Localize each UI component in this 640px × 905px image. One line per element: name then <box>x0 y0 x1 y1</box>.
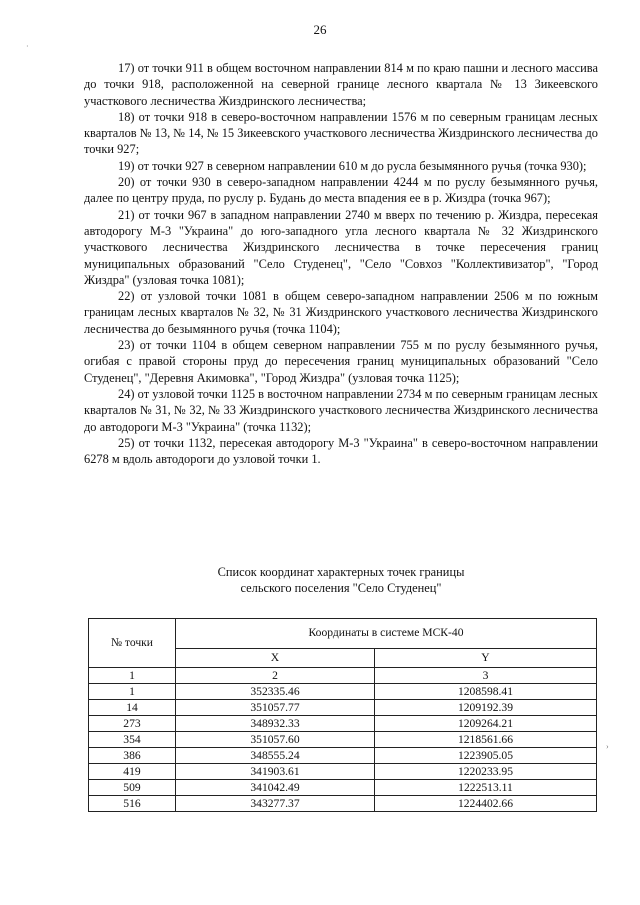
header-y: Y <box>374 648 596 667</box>
table-row <box>89 796 597 812</box>
table-row <box>89 764 597 780</box>
paragraph-17: 17) от точки 911 в общем восточном направлении 814 м по краю пашни и лесного массива до точки 918, расположенной на северной границе лесного квартала № 13 Зикеевского участкового лесничества Жиздринского лесничества; <box>84 61 598 108</box>
scan-speck: › <box>606 742 609 751</box>
point-number-cell: 273 <box>89 716 176 732</box>
index-cell: 3 <box>374 668 596 684</box>
paragraph-21: 21) от точки 967 в западном направлении 2740 м вверх по течению р. Жиздра, пересекая автодорогу М-3 "Украина" до юго-западного угла лесного квартала № 32 Жиздринского участкового лесничества Жиздринского лесничества в точке пересечения границ муниципальных образований "Село Студенец", "Село "Совхоз "Коллективизатор", "Город Жиздра" (узловая точка 1081); <box>84 207 598 287</box>
point-number-cell: 14 <box>89 700 176 716</box>
table-index-row <box>89 668 597 684</box>
paragraph-24: 24) от узловой точки 1125 в восточном направлении 2734 м по северным границам лесных кварталов № 31, № 32, № 33 Жиздринского участкового лесничества Жиздринского лесничества до автодороги М-3 "Украина" (точка 1132); <box>84 386 598 434</box>
paragraph-25: 25) от точки 1132, пересекая автодорогу М-3 "Украина" в северо-восточном направлении 6278 м вдоль автодороги до узловой точки 1. <box>84 435 598 467</box>
y-coordinate-cell: 1218561.66 <box>374 732 596 748</box>
x-coordinate-cell: 348555.24 <box>176 748 375 764</box>
table-row <box>89 732 597 748</box>
point-number-cell: 509 <box>89 780 176 796</box>
y-coordinate-cell: 1224402.66 <box>374 796 596 812</box>
x-coordinate-cell: 351057.77 <box>176 700 375 716</box>
index-cell: 1 <box>89 668 176 684</box>
point-number-cell: 516 <box>89 796 176 812</box>
list-title-line-2: сельского поселения "Село Студенец" <box>240 581 442 595</box>
header-point-number: № точки <box>89 619 176 668</box>
paragraph-22: 22) от узловой точки 1081 в общем северо-западном направлении 2506 м по южным границам лесных кварталов № 32, № 31 Жиздринского участкового лесничества Жиздринского лесничества до безымянного ручья (точка 1104); <box>84 289 598 336</box>
table-header-row <box>89 619 597 649</box>
paragraph-19: 19) от точки 927 в северном направлении 610 м до русла безымянного ручья (точка 930); <box>118 158 587 173</box>
x-coordinate-cell: 348932.33 <box>176 716 375 732</box>
paragraph-18: 18) от точки 918 в северо-восточном направлении 1576 м по северным границам лесных кварталов № 13, № 14, № 15 Зикеевского участкового лесничества Жиздринского лесничества до точки 927; <box>84 109 598 157</box>
point-number-cell: 1 <box>89 684 176 700</box>
x-coordinate-cell: 351057.60 <box>176 732 375 748</box>
point-number-cell: 386 <box>89 748 176 764</box>
x-coordinate-cell: 352335.46 <box>176 684 375 700</box>
y-coordinate-cell: 1209264.21 <box>374 716 596 732</box>
page-number: 26 <box>313 22 327 37</box>
paragraph-20: 20) от точки 930 в северо-западном направлении 4244 м по руслу безымянного ручья, далее по центру пруда, по руслу р. Будань до места впадения ее в р. Жиздра (точка 967); <box>84 175 598 206</box>
header-coordinate-system: Координаты в системе МСК-40 <box>176 619 597 649</box>
point-number-cell: 354 <box>89 732 176 748</box>
y-coordinate-cell: 1208598.41 <box>374 684 596 700</box>
paragraph-23: 23) от точки 1104 в общем северном направлении 755 м по руслу безымянного ручья, огибая с правой стороны пруд до пересечения границ муниципальных образований "Село Студенец", "Деревня Акимовка", "Город Жиздра" (узловая точка 1125); <box>84 338 598 385</box>
coordinates-table <box>88 618 597 812</box>
table-row <box>89 780 597 796</box>
scan-speck: · <box>26 42 29 51</box>
table-row <box>89 684 597 700</box>
y-coordinate-cell: 1220233.95 <box>374 764 596 780</box>
x-coordinate-cell: 341903.61 <box>176 764 375 780</box>
list-title-line-1: Список координат характерных точек границы <box>217 565 465 579</box>
table-row <box>89 700 597 716</box>
y-coordinate-cell: 1222513.11 <box>374 780 596 796</box>
point-number-cell: 419 <box>89 764 176 780</box>
coordinates-list-title <box>84 564 598 596</box>
table-row <box>89 748 597 764</box>
y-coordinate-cell: 1223905.05 <box>374 748 596 764</box>
index-cell: 2 <box>176 668 375 684</box>
x-coordinate-cell: 341042.49 <box>176 780 375 796</box>
x-coordinate-cell: 343277.37 <box>176 796 375 812</box>
table-row <box>89 716 597 732</box>
y-coordinate-cell: 1209192.39 <box>374 700 596 716</box>
boundary-description <box>84 60 598 467</box>
header-x: X <box>176 648 375 667</box>
